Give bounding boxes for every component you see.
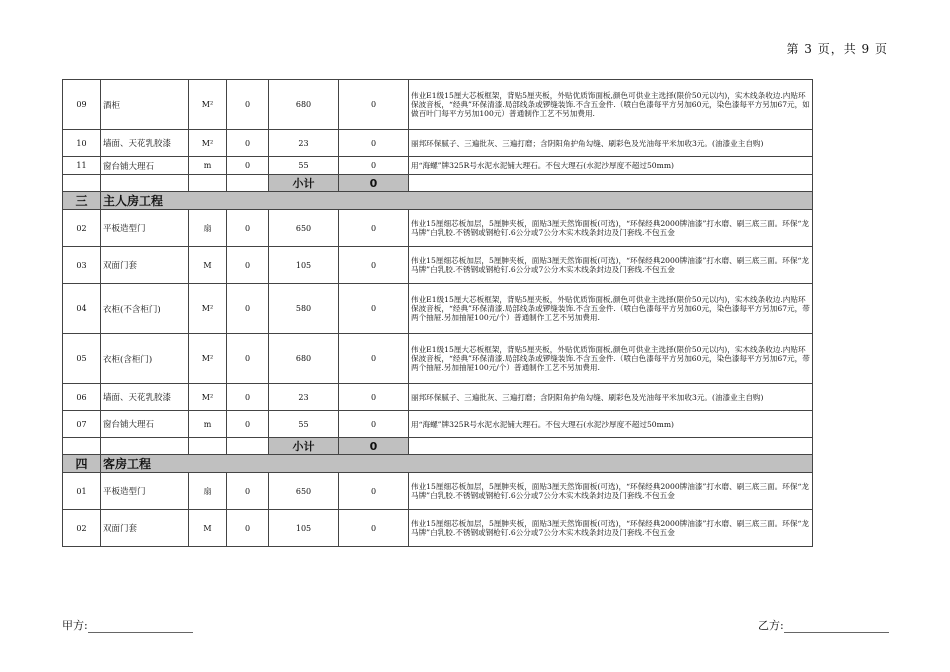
item-description: 伟业E1级15厘大芯板框架，背贴5厘夹板，外贴优质饰面板,颜色可供业主选择(限价50元以内)，实木线条收边.内贴环保波音板，“经典”环保清漆.局部线条或锣缝装饰.不含五金件.（喷白色漆每平方另加60元，染色漆每平方另加67元，带两个抽屉.另加抽屉100元/个）普通制作工艺不另加费用.	[409, 334, 813, 384]
empty-cell	[101, 438, 189, 455]
item-name: 衣柜(含柜门)	[101, 334, 189, 384]
item-number: 04	[63, 284, 101, 334]
item-unit: M²	[189, 334, 227, 384]
quote-table	[62, 79, 813, 547]
item-unit: M	[189, 510, 227, 547]
party-b-signature-line[interactable]	[784, 621, 889, 633]
item-unit: M²	[189, 130, 227, 157]
item-description: 伟业E1级15厘大芯板框架，背贴5厘夹板，外贴优质饰面板,颜色可供业主选择(限价50元以内)，实木线条收边.内贴环保波音板，“经典”环保清漆.局部线条或锣缝装饰.不含五金件.（喷白色漆每平方另加60元，染色漆每平方另加67元，带两个抽屉.另加抽屉100元/个）普通制作工艺不另加费用.	[409, 284, 813, 334]
item-description: 伟业15厘细芯板加层，5厘胂夹板，面贴3厘天然饰面板(可选)，“环保经典2000牌油漆”打水磨、刷三底三面。环保“龙马牌”白乳胶.不锈钢或钢枪钉.6公分或7公分木实木线条封边及门套线.不包五金	[409, 210, 813, 247]
table-row	[63, 210, 813, 247]
item-unit: 扇	[189, 210, 227, 247]
subtotal-value: 0	[339, 438, 409, 455]
item-number: 06	[63, 384, 101, 411]
item-name: 平板造型门	[101, 473, 189, 510]
item-description: 用“海螺”牌325R号水泥水泥铺大理石。不包大理石(水泥沙厚度不超过50mm)	[409, 157, 813, 175]
item-total: 0	[339, 157, 409, 175]
item-name: 衣柜(不含柜门)	[101, 284, 189, 334]
item-quantity: 0	[227, 157, 269, 175]
subtotal-label: 小计	[269, 438, 339, 455]
empty-cell	[63, 438, 101, 455]
item-unit: 扇	[189, 473, 227, 510]
item-unit: m	[189, 157, 227, 175]
empty-cell	[409, 175, 813, 192]
item-unit-price: 105	[269, 510, 339, 547]
item-name: 墙面、天花乳胶漆	[101, 384, 189, 411]
subtotal-row	[63, 438, 813, 455]
item-description: 丽邦环保腻子、三遍批灰、三遍打磨；含阴阳角护角勾缝、刷彩色及光油每平米加收3元。(油漆业主自购)	[409, 130, 813, 157]
empty-cell	[101, 175, 189, 192]
item-unit: M²	[189, 284, 227, 334]
section-title: 主人房工程	[101, 192, 813, 210]
table-row	[63, 384, 813, 411]
item-name: 酒柜	[101, 80, 189, 130]
item-quantity: 0	[227, 284, 269, 334]
section-title: 客房工程	[101, 455, 813, 473]
table-row	[63, 284, 813, 334]
table-row	[63, 510, 813, 547]
item-description: 丽邦环保腻子、三遍批灰、三遍打磨；含阴阳角护角勾缝、刷彩色及光油每平米加收3元。(油漆业主自购)	[409, 384, 813, 411]
item-unit-price: 23	[269, 384, 339, 411]
subtotal-value: 0	[339, 175, 409, 192]
table-row	[63, 473, 813, 510]
item-unit-price: 580	[269, 284, 339, 334]
item-total: 0	[339, 210, 409, 247]
item-total: 0	[339, 130, 409, 157]
item-name: 墙面、天花乳胶漆	[101, 130, 189, 157]
page-number: 第 3 页，共 9 页	[786, 42, 888, 56]
item-unit-price: 23	[269, 130, 339, 157]
item-name: 窗台铺大理石	[101, 411, 189, 438]
party-a-signature	[62, 617, 193, 633]
item-quantity: 0	[227, 210, 269, 247]
item-name: 平板造型门	[101, 210, 189, 247]
table-row	[63, 130, 813, 157]
item-total: 0	[339, 510, 409, 547]
empty-cell	[189, 175, 227, 192]
item-quantity: 0	[227, 247, 269, 284]
table-row	[63, 411, 813, 438]
item-description: 伟业15厘细芯板加层，5厘胂夹板，面贴3厘天然饰面板(可选)，“环保经典2000牌油漆”打水磨、刷三底三面。环保“龙马牌”白乳胶.不锈钢或钢枪钉.6公分或7公分木实木线条封边及门套线.不包五金	[409, 247, 813, 284]
item-name: 双面门套	[101, 247, 189, 284]
item-total: 0	[339, 80, 409, 130]
item-number: 02	[63, 510, 101, 547]
item-quantity: 0	[227, 510, 269, 547]
section-header	[63, 192, 813, 210]
item-number: 02	[63, 210, 101, 247]
empty-cell	[227, 175, 269, 192]
item-description: 伟业15厘细芯板加层，5厘胂夹板，面贴3厘天然饰面板(可选)，“环保经典2000牌油漆”打水磨、刷三底三面。环保“龙马牌”白乳胶.不锈钢或钢枪钉.6公分或7公分木实木线条封边及门套线.不包五金	[409, 473, 813, 510]
item-quantity: 0	[227, 80, 269, 130]
item-number: 11	[63, 157, 101, 175]
item-unit-price: 650	[269, 473, 339, 510]
item-total: 0	[339, 247, 409, 284]
item-number: 03	[63, 247, 101, 284]
item-unit-price: 55	[269, 411, 339, 438]
item-total: 0	[339, 473, 409, 510]
item-quantity: 0	[227, 334, 269, 384]
item-description: 伟业E1级15厘大芯板框架，背贴5厘夹板，外贴优质饰面板,颜色可供业主选择(限价50元以内)，实木线条收边.内贴环保波音板，“经典”环保清漆.局部线条或锣缝装饰.不含五金件.（喷白色漆每平方另加60元，染色漆每平方另加67元，如做百叶门每平方另加100元）普通制作工艺不另加费用.	[409, 80, 813, 130]
item-number: 07	[63, 411, 101, 438]
item-quantity: 0	[227, 130, 269, 157]
section-number: 三	[63, 192, 101, 210]
item-unit-price: 680	[269, 80, 339, 130]
item-unit-price: 105	[269, 247, 339, 284]
item-unit-price: 55	[269, 157, 339, 175]
item-total: 0	[339, 284, 409, 334]
table-row	[63, 247, 813, 284]
empty-cell	[189, 438, 227, 455]
item-description: 用“海螺”牌325R号水泥水泥铺大理石。不包大理石(水泥沙厚度不超过50mm)	[409, 411, 813, 438]
empty-cell	[227, 438, 269, 455]
item-unit-price: 680	[269, 334, 339, 384]
item-unit: M²	[189, 80, 227, 130]
item-unit: M²	[189, 384, 227, 411]
item-unit: m	[189, 411, 227, 438]
item-description: 伟业15厘细芯板加层，5厘胂夹板，面贴3厘天然饰面板(可选)，“环保经典2000牌油漆”打水磨、刷三底三面。环保“龙马牌”白乳胶.不锈钢或钢枪钉.6公分或7公分木实木线条封边及门套线.不包五金	[409, 510, 813, 547]
item-number: 10	[63, 130, 101, 157]
empty-cell	[409, 438, 813, 455]
subtotal-row	[63, 175, 813, 192]
item-name: 双面门套	[101, 510, 189, 547]
party-a-signature-line[interactable]	[88, 621, 193, 633]
item-total: 0	[339, 411, 409, 438]
item-unit-price: 650	[269, 210, 339, 247]
item-name: 窗台铺大理石	[101, 157, 189, 175]
item-number: 05	[63, 334, 101, 384]
party-a-label: 甲方:	[62, 619, 88, 632]
party-b-label: 乙方:	[758, 619, 784, 632]
item-number: 01	[63, 473, 101, 510]
section-header	[63, 455, 813, 473]
item-total: 0	[339, 384, 409, 411]
item-unit: M	[189, 247, 227, 284]
table-row	[63, 80, 813, 130]
item-quantity: 0	[227, 473, 269, 510]
section-number: 四	[63, 455, 101, 473]
item-quantity: 0	[227, 411, 269, 438]
subtotal-label: 小计	[269, 175, 339, 192]
table-row	[63, 157, 813, 175]
item-quantity: 0	[227, 384, 269, 411]
empty-cell	[63, 175, 101, 192]
item-number: 09	[63, 80, 101, 130]
table-row	[63, 334, 813, 384]
party-b-signature	[758, 617, 889, 633]
item-total: 0	[339, 334, 409, 384]
